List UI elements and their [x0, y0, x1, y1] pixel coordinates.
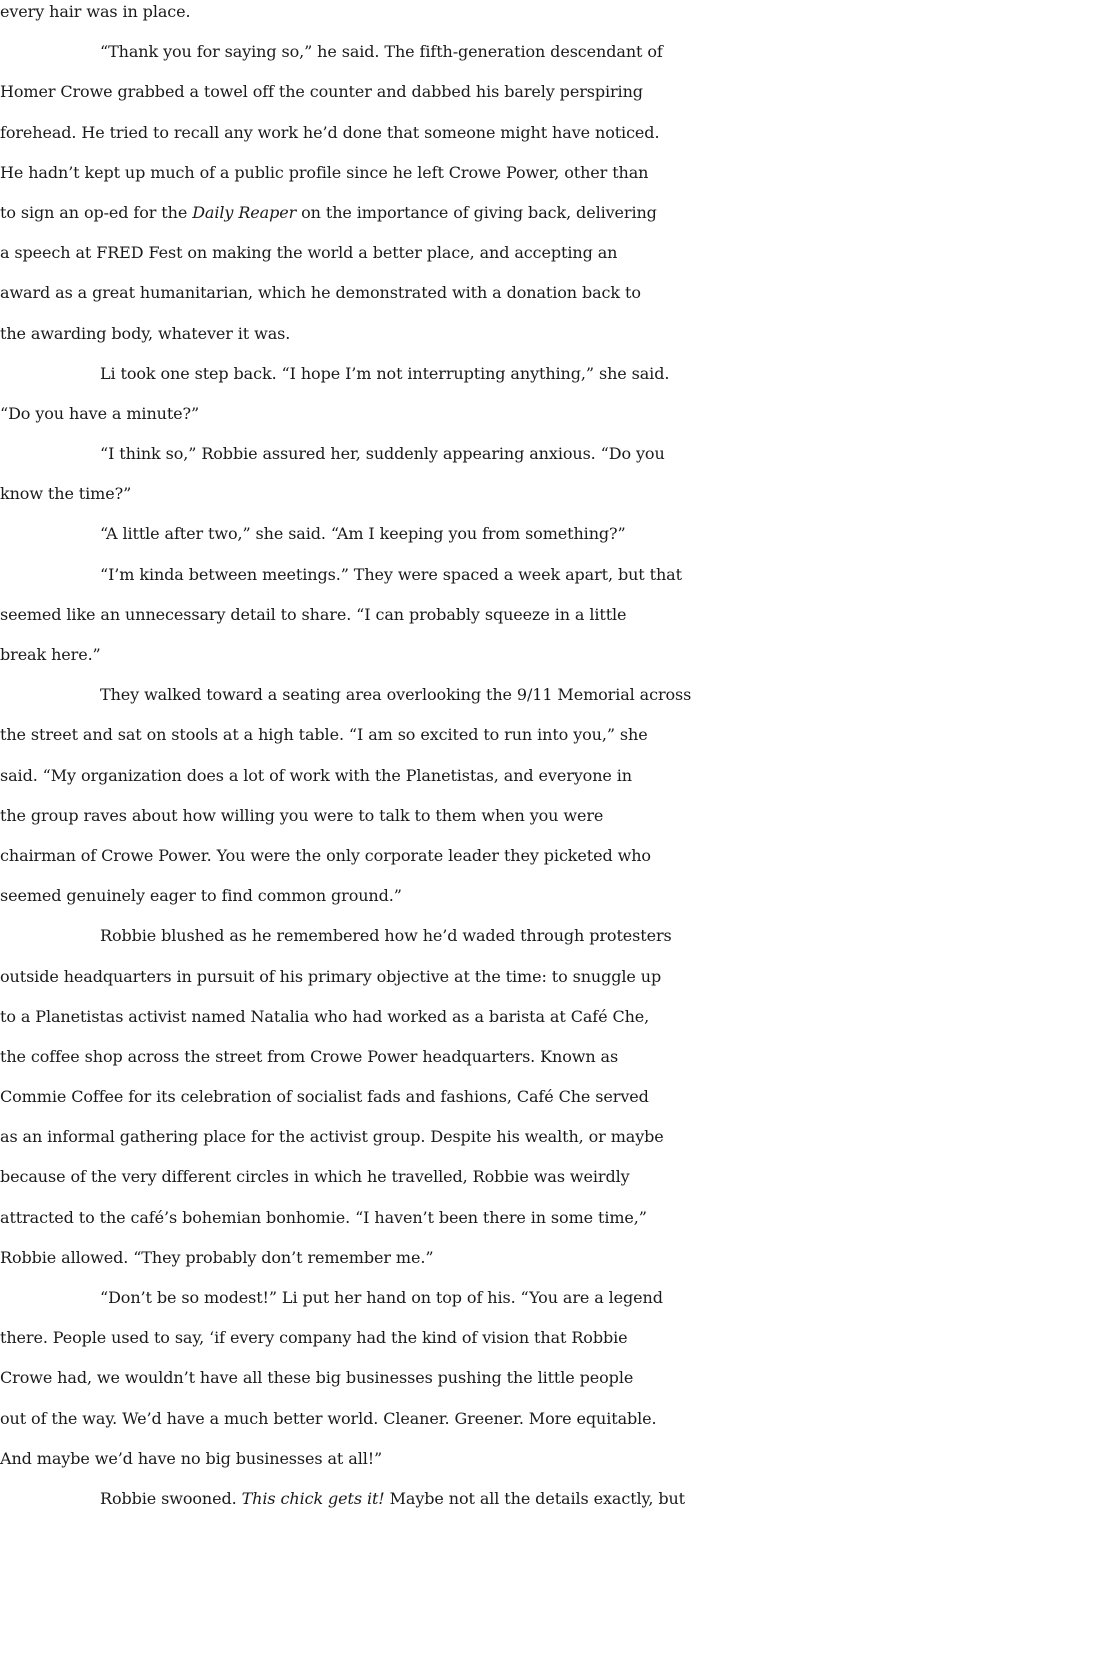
text-line: “A little after two,” she said. “Am I keeping you from something?” [100, 524, 626, 544]
text-line: chairman of Crowe Power. You were the only corporate leader they picketed who [0, 845, 651, 865]
text-line: “I think so,” Robbie assured her, suddenly appearing anxious. “Do you [100, 444, 665, 464]
text-line: outside headquarters in pursuit of his primary objective at the time: to snuggle up [0, 966, 662, 986]
text-line: there. People used to say, ‘if every company had the kind of vision that Robbie [0, 1328, 628, 1348]
text-line: a speech at FRED Fest on making the world a better place, and accepting an [0, 243, 618, 263]
text-line [0, 193, 1106, 233]
text-line: the coffee shop across the street from Crowe Power headquarters. Known as [0, 1046, 619, 1066]
text-line: “I’m kinda between meetings.” They were spaced a week apart, but that [100, 564, 682, 584]
text-line: award as a great humanitarian, which he demonstrated with a donation back to [0, 283, 641, 303]
text-line: “Thank you for saying so,” he said. The fifth-generation descendant of [100, 42, 663, 62]
text-line: the group raves about how willing you were to talk to them when you were [0, 805, 604, 825]
text-run: on the importance of giving back, delivering [296, 202, 657, 222]
text-line: attracted to the café’s bohemian bonhomie. “I haven’t been there in some time,” [0, 1207, 647, 1227]
text-line: every hair was in place. [0, 2, 191, 21]
text-line: the awarding body, whatever it was. [0, 323, 291, 343]
text-line: seemed like an unnecessary detail to share. “I can probably squeeze in a little [0, 604, 627, 624]
text-line: know the time?” [0, 484, 132, 504]
text-line: Robbie allowed. “They probably don’t remember me.” [0, 1247, 434, 1267]
text-line: “Don’t be so modest!” Li put her hand on top of his. “You are a legend [100, 1288, 663, 1307]
text-line: Robbie blushed as he remembered how he’d waded through protesters [100, 926, 672, 946]
publication-title: Daily Reaper [192, 202, 297, 222]
text-line: They walked toward a seating area overlooking the 9/11 Memorial across [100, 685, 692, 705]
text-line: Li took one step back. “I hope I’m not interrupting anything,” she said. [100, 363, 670, 383]
text-line: because of the very different circles in which he travelled, Robbie was weirdly [0, 1167, 630, 1187]
text-run: Maybe not all the details exactly, but [384, 1488, 685, 1508]
text-line: Commie Coffee for its celebration of socialist fads and fashions, Café Che served [0, 1087, 649, 1107]
text-line: break here.” [0, 645, 101, 664]
text-line: seemed genuinely eager to find common ground.” [0, 886, 402, 906]
text-line: as an informal gathering place for the activist group. Despite his wealth, or maybe [0, 1127, 664, 1147]
text-line: forehead. He tried to recall any work he’d done that someone might have noticed. [0, 122, 660, 142]
text-line: said. “My organization does a lot of work with the Planetistas, and everyone in [0, 765, 632, 785]
text-line: out of the way. We’d have a much better world. Cleaner. Greener. More equitable. [0, 1408, 657, 1428]
text-run: Robbie swooned. [100, 1488, 242, 1508]
text-line: the street and sat on stools at a high table. “I am so excited to run into you,” she [0, 725, 648, 745]
text-line: And maybe we’d have no big businesses at all!” [0, 1448, 383, 1468]
text-run: to sign an op-ed for the [0, 202, 193, 222]
text-line: to a Planetistas activist named Natalia who had worked as a barista at Café Che, [0, 1006, 650, 1026]
text-line: Crowe had, we wouldn’t have all these big businesses pushing the little people [0, 1368, 634, 1388]
text-line: He hadn’t kept up much of a public profile since he left Crowe Power, other than [0, 162, 649, 182]
text-line: Homer Crowe grabbed a towel off the counter and dabbed his barely perspiring [0, 82, 643, 102]
text-line [0, 1479, 1106, 1519]
italic-thought: This chick gets it! [241, 1488, 385, 1508]
text-line: “Do you have a minute?” [0, 403, 200, 423]
